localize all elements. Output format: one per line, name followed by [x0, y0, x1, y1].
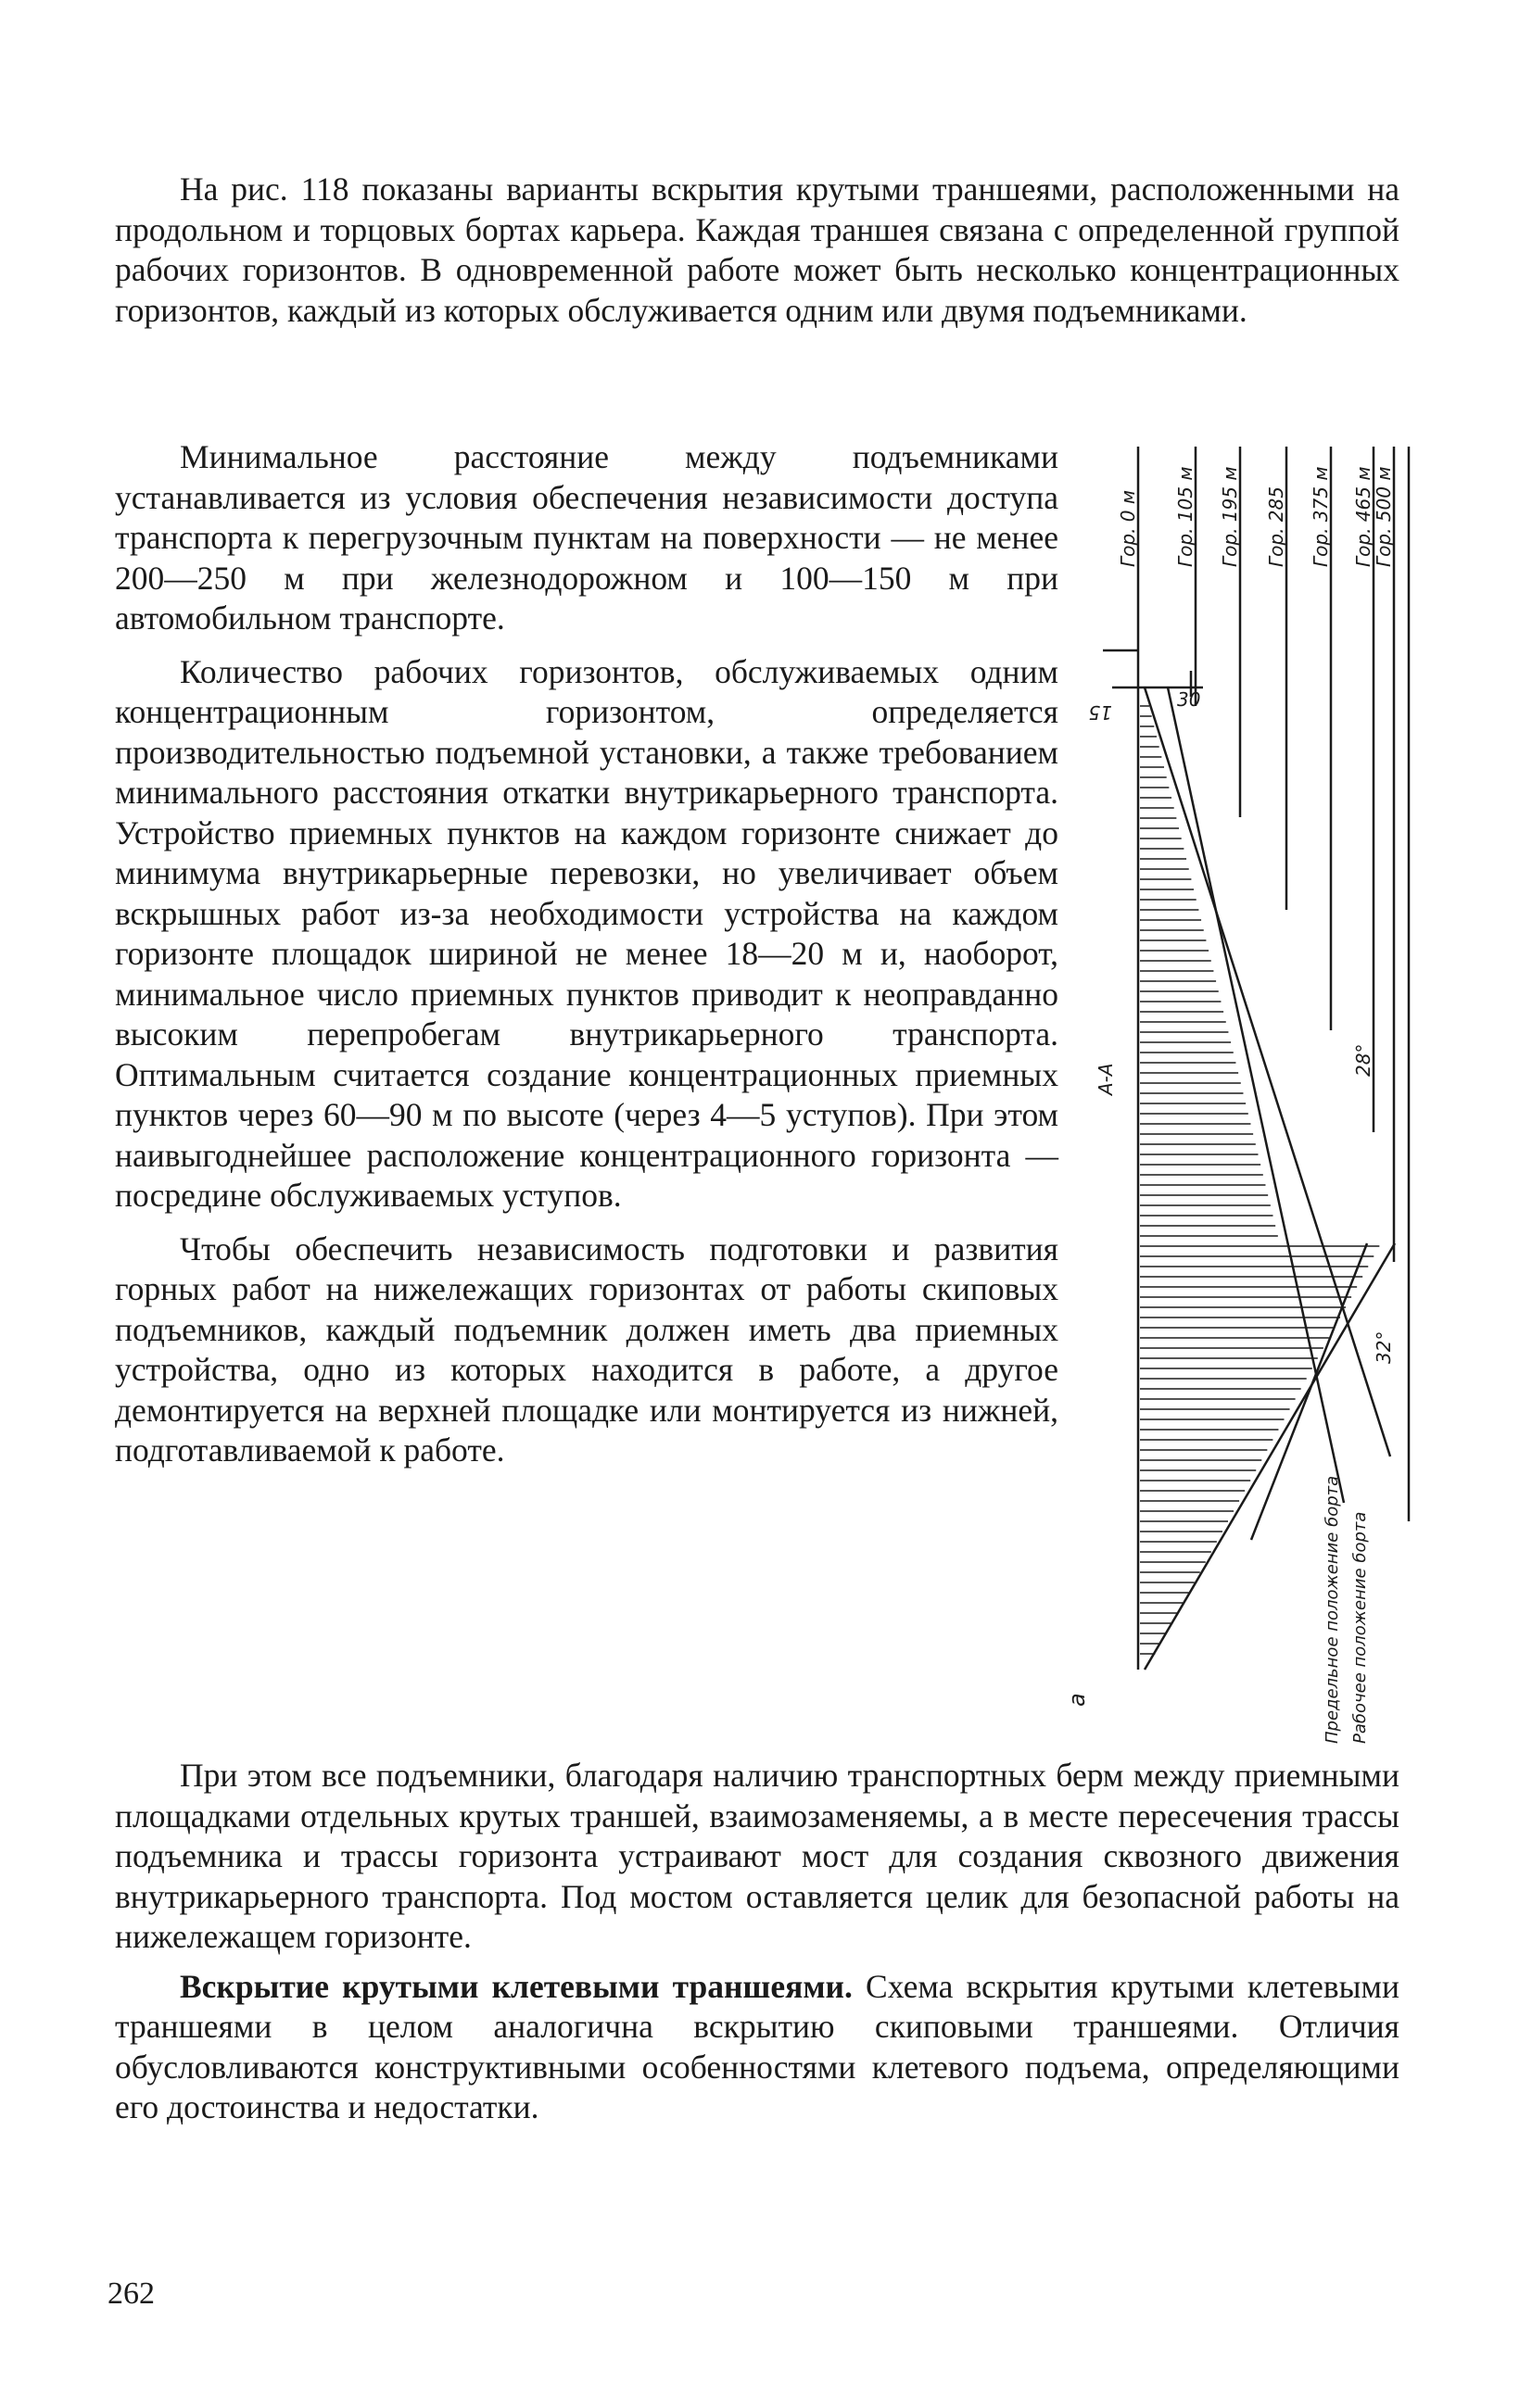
paragraph-2: Минимальное расстояние между подъемниками устанавливается из условия обеспечения независимости доступа транспорта к перегрузочным пунктам на поверхности — не менее 200—250 м при железнодорожном и 100—150 м при автомобильном транспорте.: [115, 438, 1058, 637]
paragraph-4: Чтобы обеспечить независимость подготовки и развития горных работ на нижележащих горизонтах от работы скиповых подъемников, каждый подъемник должен иметь два приемных устройства, одно из которых находится в работе, а другое демонтируется на верхней площадке или монтируется из нижней, подготавливаемой к работе.: [115, 1229, 1058, 1469]
paragraph-6: [115, 1967, 1399, 2128]
working-slope-lower: [1251, 1243, 1367, 1540]
pit-cross-section-figure: [1064, 428, 1464, 1744]
level-label-0: Гор. 0 м: [1117, 490, 1139, 567]
legend-limit-position: Предельное положение борта: [1323, 1475, 1342, 1744]
dimension-left: 15: [1088, 701, 1112, 724]
page-number: 262: [108, 2276, 155, 2311]
level-label-375: Гор. 375 м: [1310, 466, 1332, 567]
section-heading: Вскрытие крутыми клетевыми траншеями.: [180, 1967, 853, 2005]
figure-letter: а: [1064, 1693, 1090, 1707]
paragraph-1: На рис. 118 показаны варианты вскрытия крутыми траншеями, расположенными на продольном и торцовых бортах карьера. Каждая траншея связана с определенной группой рабочих горизонтов. В одновременной работе может быть несколько концентрационных горизонтов, каждый из которых обслуживается одним или двумя подъемниками.: [115, 170, 1399, 329]
working-slope-upper: [1168, 687, 1344, 1503]
paragraph-6-text: Схема вскрытия крутыми клетевыми траншеями в целом аналогична вскрытию скиповыми траншеями. Отличия обусловливаются конструктивными особенностями клетевого подъема, определяющими его достоинства и недостатки.: [115, 1967, 1399, 2125]
level-label-285: Гор. 285: [1265, 486, 1287, 567]
paragraph-3: Количество рабочих горизонтов, обслуживаемых одним концентрационным горизонтом, определяется производительностью подъемной установки, а также требованием минимального расстояния откатки внутрикарьерного транспорта. Устройство приемных пунктов на каждом горизонте снижает до минимума внутрикарьерные перевозки, но увеличивает объем вскрышных работ из-за необходимости устройства на каждом горизонте площадок шириной не менее 18—20 м и, наоборот, минимальное число приемных пунктов приводит к неоправданно высоким перепробегам внутрикарьерного транспорта. Оптимальным считается создание концентрационных приемных пунктов через 60—90 м по высоте (через 4—5 уступов). При этом наивыгоднейшее расположение концентрационного горизонта — посредине обслуживаемых уступов.: [115, 652, 1058, 1214]
text-block-top: [115, 170, 1399, 331]
level-label-465: Гор. 465 м: [1352, 466, 1374, 567]
bench-hatching: [1140, 706, 1379, 1654]
level-label-105: Гор. 105 м: [1174, 466, 1196, 567]
level-label-500: Гор. 500 м: [1373, 466, 1395, 567]
level-label-195: Гор. 195 м: [1219, 466, 1241, 567]
dimension-right: 30: [1177, 688, 1201, 711]
text-block-bottom: [115, 1756, 1399, 2128]
section-label: А-А: [1095, 1063, 1117, 1095]
paragraph-5: При этом все подъемники, благодаря наличию транспортных берм между приемными площадками отдельных крутых траншей, взаимозаменяемы, а в месте пересечения трассы подъемника и трассы горизонта устраивают мост для создания сквозного движения внутрикарьерного транспорта. Под мостом оставляется целик для безопасной работы на нижележащем горизонте.: [115, 1757, 1399, 1955]
angle-upper: 28°: [1352, 1043, 1374, 1077]
text-block-wrapped: [115, 437, 1058, 1471]
legend-working-position: Рабочее положение борта: [1350, 1511, 1370, 1744]
angle-lower: 32°: [1373, 1330, 1395, 1364]
